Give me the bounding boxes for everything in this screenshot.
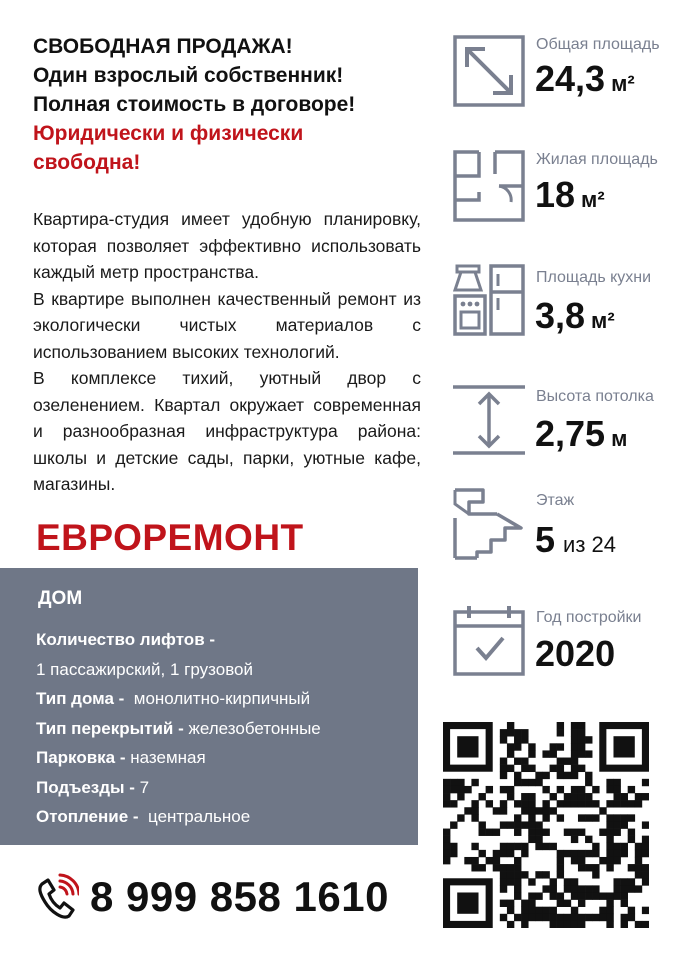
kitchen-area-label: Площадь кухни: [536, 269, 652, 286]
stairs-icon: [453, 488, 525, 560]
headline-line-red: свободна!: [33, 151, 141, 174]
headline-line: Полная стоимость в договоре!: [33, 93, 356, 116]
headline-line-red: Юридически и физически: [33, 122, 304, 145]
elevators-value: 1 пассажирский, 1 грузовой: [36, 659, 253, 679]
living-area-label: Жилая площадь: [536, 151, 658, 168]
elevators-label: Количество лифтов -: [36, 630, 216, 649]
living-area-number: 18: [535, 174, 576, 215]
total-area-value: [535, 58, 635, 100]
headline: [33, 32, 423, 177]
phone-number[interactable]: 8 999 858 1610: [90, 873, 389, 920]
phone-icon: [33, 872, 79, 922]
parking-value: наземная: [130, 748, 206, 767]
heating-value: центральное: [148, 807, 251, 826]
ceiling-height-value: [535, 413, 627, 455]
description-paragraph: Квартира-студия имеет удобную планировку, которая позволяет эффективно использовать каждый метр пространства.: [33, 209, 421, 282]
kitchen-area-unit: м²: [591, 308, 615, 333]
house-type-value: монолитно-кирпичный: [133, 689, 311, 708]
floorplan-icon: [453, 150, 525, 222]
entrances-label: Подъезды -: [36, 777, 135, 797]
description-paragraph: В квартире выполнен качественный ремонт из экологически чистых материалов с использованием высоких технологий.: [33, 288, 421, 362]
total-area-label: Общая площадь: [536, 36, 660, 53]
ceiling-height-number: 2,75: [535, 413, 606, 454]
heating-label: Отопление -: [36, 807, 139, 826]
headline-line: СВОБОДНАЯ ПРОДАЖА!: [33, 35, 293, 58]
height-arrow-icon: [453, 384, 525, 456]
floor-total: из 24: [563, 532, 616, 557]
qr-code[interactable]: [443, 722, 649, 928]
floors-type-value: железобетонные: [188, 718, 321, 738]
kitchen-icon: [453, 264, 525, 336]
living-area-value: [535, 174, 605, 216]
ceiling-height-label: Высота потолка: [536, 388, 654, 405]
entrances-value: 7: [139, 777, 150, 797]
floors-type-label: Тип перекрытий -: [36, 718, 184, 738]
year-built-value: 2020: [535, 633, 616, 674]
floor-value: [535, 519, 616, 561]
year-built-label: Год постройки: [536, 609, 642, 626]
diagonal-arrow-icon: [453, 35, 525, 107]
headline-line: Один взрослый собственник!: [33, 64, 344, 87]
house-panel: [0, 568, 418, 845]
house-title: ДОМ: [38, 588, 83, 609]
house-details: [36, 625, 321, 832]
parking-label: Парковка -: [36, 748, 126, 767]
calendar-check-icon: [453, 604, 525, 676]
renovation-title: ЕВРОРЕМОНТ: [36, 517, 304, 558]
ceiling-height-unit: м: [611, 426, 628, 451]
kitchen-area-number: 3,8: [535, 295, 586, 336]
total-area-number: 24,3: [535, 58, 606, 99]
floor-number: 5: [535, 519, 556, 560]
description-paragraph: В комплексе тихий, уютный двор с озеленением. Квартал окружает современная и разнообразная инфраструктура района: школы и детские сады, парки, уютные кафе, магазины.: [33, 368, 421, 494]
kitchen-area-value: [535, 295, 615, 337]
house-type-label: Тип дома -: [36, 689, 125, 708]
description: [33, 206, 421, 498]
floor-label: Этаж: [536, 492, 575, 509]
living-area-unit: м²: [581, 187, 605, 212]
total-area-unit: м²: [611, 71, 635, 96]
